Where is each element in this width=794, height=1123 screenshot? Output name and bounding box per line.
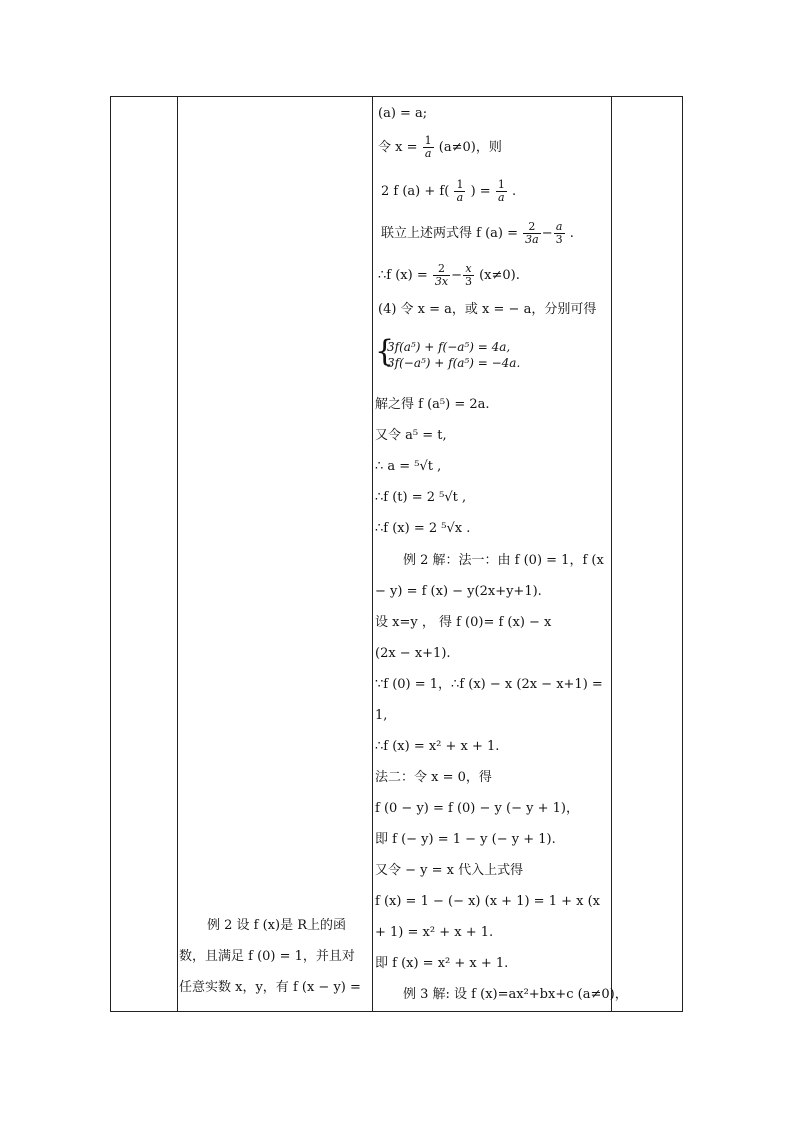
sol-line-7: 解之得 f (a⁵) = 2a. — [375, 397, 490, 412]
column-divider-3 — [611, 97, 612, 1011]
fraction-denominator: a — [498, 191, 505, 204]
sol-line-20: f (0 − y) = f (0) − y (− y + 1)， — [375, 801, 579, 816]
fraction-denominator: 3 — [464, 275, 472, 288]
sol-line-16: ∵f (0) = 1，∴f (x) − x (2x − x+1) = — [375, 677, 603, 692]
sol-line-5-text-a: ∴f (x) = — [378, 268, 428, 283]
fraction-x-over-3 — [463, 263, 474, 288]
sol-line-6: (4) 令 x = a，或 x = − a，分别可得 — [378, 302, 597, 317]
sol-line-1: (a) = a; — [378, 106, 428, 121]
solution-table — [110, 96, 683, 1012]
sol-line-17: 1, — [375, 708, 388, 723]
problem-line-3: 任意实数 x，y，有 f (x − y) = — [179, 980, 361, 995]
minus-sign: − — [451, 268, 462, 283]
fraction-2-over-3x — [433, 263, 450, 288]
equation-system — [375, 334, 521, 371]
sol-line-2-text-a: 令 x = — [378, 140, 418, 155]
fraction-numerator: 1 — [497, 178, 505, 191]
fraction-1-over-a-2 — [454, 179, 465, 204]
minus-sign: − — [541, 226, 553, 241]
fraction-denominator: 3 — [555, 233, 563, 246]
problem-column — [177, 97, 373, 1011]
sol-line-3-text-b: ) = — [470, 184, 491, 199]
sol-line-2 — [378, 135, 502, 160]
sol-line-3-text-c: . — [511, 184, 517, 199]
sol-line-10: ∴f (t) = 2 ⁵√t , — [375, 490, 467, 505]
fraction-denominator: 3x — [434, 275, 449, 288]
sol-line-4 — [381, 221, 574, 246]
sol-line-22: 又令 − y = x 代入上式得 — [375, 863, 524, 878]
sol-line-4-text-c: . — [569, 226, 574, 241]
sol-line-3 — [381, 179, 516, 204]
sol-line-24: + 1) = x² + x + 1. — [375, 925, 494, 940]
sol-line-12: 例 2 解：法一：由 f (0) = 1，f (x — [403, 553, 604, 568]
system-equation-1: 3f(a⁵) + f(−a⁵) = 4a, — [387, 340, 511, 354]
sol-line-25: 即 f (x) = x² + x + 1. — [375, 956, 509, 971]
fraction-a-over-3 — [554, 221, 565, 246]
problem-line-1: 例 2 设 f (x)是 R上的函 — [207, 918, 347, 933]
fraction-denominator: 3a — [525, 233, 539, 246]
sol-line-3-text-a: 2 f (a) + f( — [381, 184, 450, 199]
sol-line-23: f (x) = 1 − (− x) (x + 1) = 1 + x (x — [375, 894, 600, 909]
sol-line-9: ∴ a = ⁵√t , — [375, 459, 442, 474]
problem-line-2: 数，且满足 f (0) = 1，并且对 — [179, 949, 355, 964]
sol-line-5-text-b: (x≠0). — [479, 268, 520, 283]
fraction-1-over-a-3 — [496, 179, 507, 204]
fraction-1-over-a — [423, 135, 434, 160]
sol-line-21: 即 f (− y) = 1 − y (− y + 1). — [375, 832, 556, 847]
system-equation-2: 3f(−a⁵) + f(a⁵) = −4a. — [387, 356, 521, 370]
sol-line-2-text-b: (a≠0)，则 — [438, 140, 502, 155]
sol-line-26: 例 3 解: 设 f (x)=ax²+bx+c (a≠0)， — [403, 987, 628, 1002]
sol-line-4-text-a: 联立上述两式得 f (a) = — [381, 226, 518, 241]
fraction-numerator: a — [554, 221, 565, 234]
fraction-denominator: a — [456, 191, 464, 204]
fraction-numerator: 1 — [424, 134, 432, 147]
fraction-numerator: x — [463, 263, 474, 276]
fraction-numerator: 1 — [456, 178, 464, 191]
fraction-numerator: 2 — [433, 263, 450, 276]
sol-line-5 — [378, 263, 520, 288]
fraction-numerator: 2 — [523, 221, 541, 234]
sol-line-19: 法二：令 x = 0，得 — [375, 770, 492, 785]
sol-line-18: ∴f (x) = x² + x + 1. — [375, 739, 500, 754]
sol-line-13: − y) = f (x) − y(2x+y+1). — [375, 584, 542, 599]
sol-line-14: 设 x=y ， 得 f (0)= f (x) − x — [375, 615, 552, 630]
sol-line-8: 又令 a⁵ = t, — [375, 428, 447, 443]
fraction-denominator: a — [424, 147, 432, 160]
sol-line-15: (2x − x+1). — [375, 646, 451, 661]
sol-line-11: ∴f (x) = 2 ⁵√x . — [375, 521, 471, 536]
solution-column — [373, 97, 628, 1011]
left-brace-icon: { — [375, 334, 395, 369]
fraction-2-over-3a — [523, 221, 541, 246]
